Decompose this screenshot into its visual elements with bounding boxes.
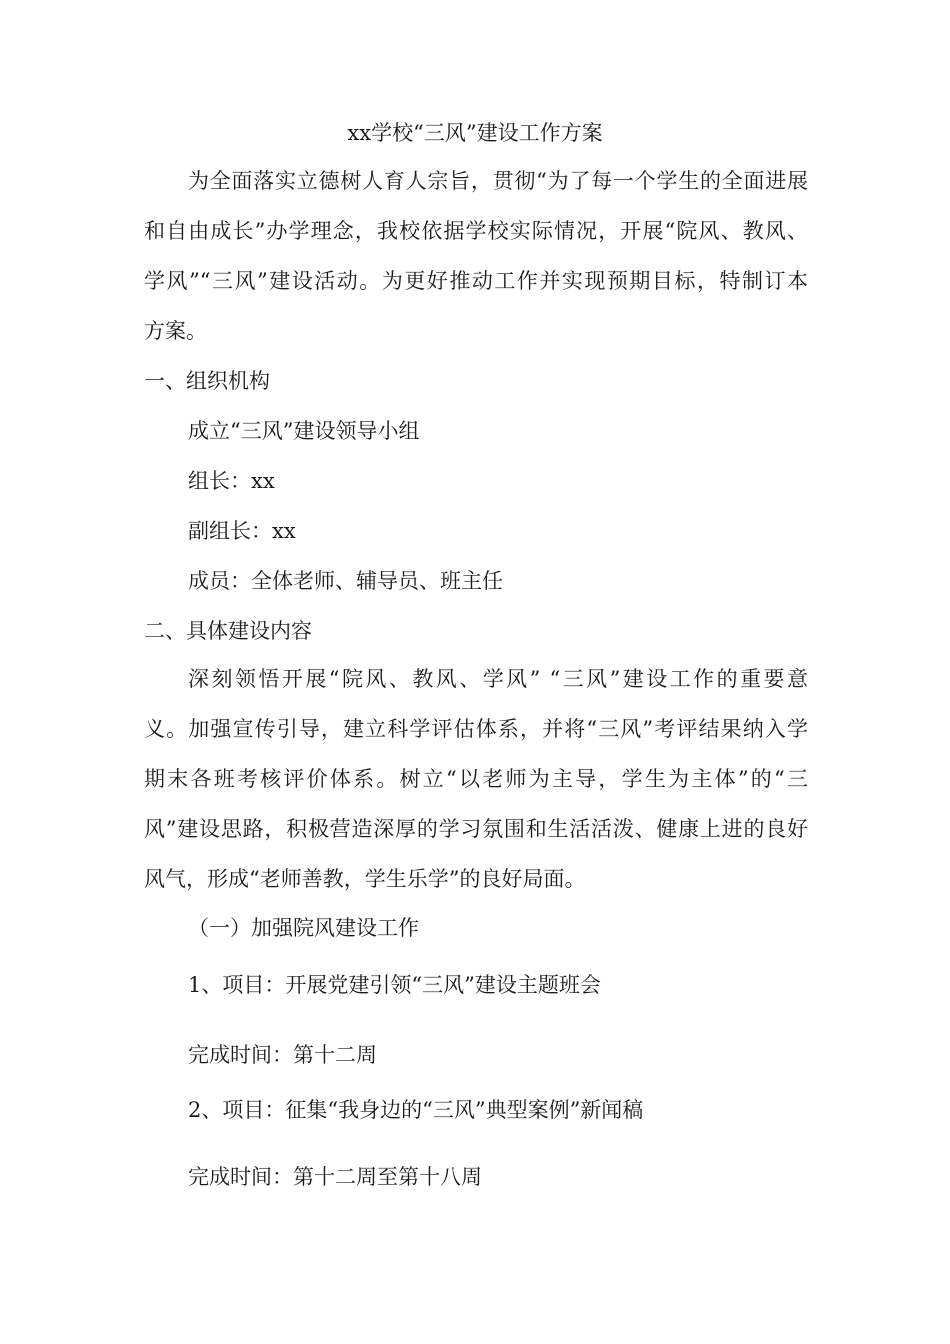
section2-line-4: 风”建设思路，积极营造深厚的学习氛围和生活活泼、健康上进的良好: [144, 817, 808, 841]
group-name: 成立“三风”建设领导小组: [188, 419, 420, 443]
group-deputy-leader: 副组长：xx: [188, 519, 296, 543]
document-title: xx学校“三风”建设工作方案: [347, 121, 603, 145]
intro-line-1: 为全面落实立德树人育人宗旨，贯彻“为了每一个学生的全面进展: [188, 169, 808, 193]
section2-line-1: 深刻领悟开展“院风、教风、学风” “三风”建设工作的重要意: [188, 667, 808, 691]
subsection1-heading: （一）加强院风建设工作: [188, 916, 419, 940]
section2-heading: 二、具体建设内容: [144, 619, 312, 643]
group-members: 成员：全体老师、辅导员、班主任: [188, 569, 503, 593]
item2-project: 2、项目：征集“我身边的“三风”典型案例”新闻稿: [188, 1098, 644, 1122]
section1-heading: 一、组织机构: [144, 369, 270, 393]
item2-completion-time: 完成时间：第十二周至第十八周: [188, 1165, 482, 1189]
section2-line-3: 期末各班考核评价体系。树立“以老师为主导，学生为主体”的“三: [144, 767, 808, 791]
intro-line-2: 和自由成长”办学理念，我校依据学校实际情况，开展“院风、教风、: [144, 219, 808, 243]
section2-line-5: 风气，形成“老师善教，学生乐学”的良好局面。: [144, 867, 586, 891]
section2-line-2: 义。加强宣传引导，建立科学评估体系，并将“三风”考评结果纳入学: [144, 717, 808, 741]
item1-project: 1、项目：开展党建引领“三风”建设主题班会: [188, 973, 601, 997]
intro-line-3: 学风”“三风”建设活动。为更好推动工作并实现预期目标，特制订本: [144, 269, 808, 293]
group-leader: 组长：xx: [188, 469, 275, 493]
item1-completion-time: 完成时间：第十二周: [188, 1043, 377, 1067]
intro-line-4: 方案。: [144, 319, 207, 343]
